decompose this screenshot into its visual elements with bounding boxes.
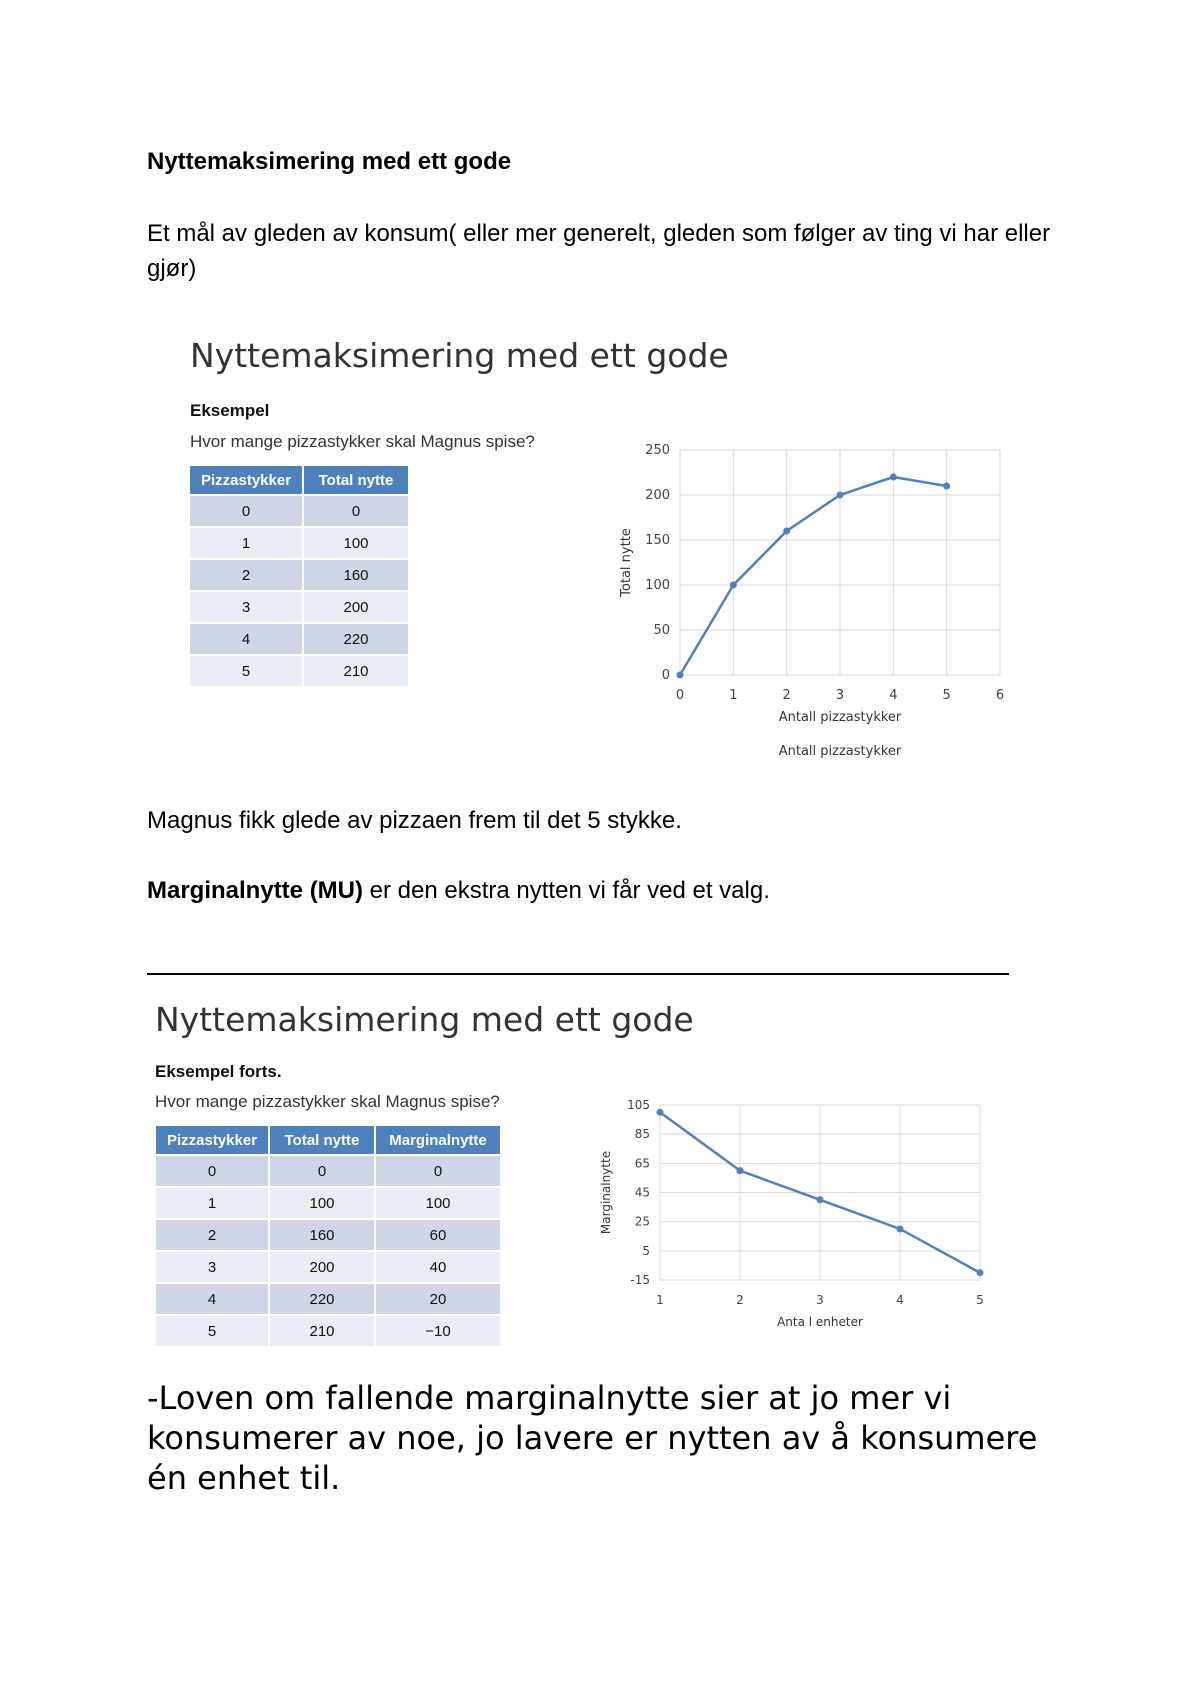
table-header-row bbox=[190, 466, 408, 494]
table-header-cell: Total nytte bbox=[304, 466, 408, 494]
marginalnytte-term: Marginalnytte (MU) bbox=[147, 877, 363, 904]
table-cell: 1 bbox=[156, 1188, 268, 1218]
table-cell: 210 bbox=[304, 656, 408, 686]
x-tick-label: 6 bbox=[995, 688, 1005, 703]
table-cell: 5 bbox=[190, 656, 302, 686]
glede-paragraph: Magnus fikk glede av pizzaen frem til det 5 stykke. bbox=[147, 807, 682, 834]
table-cell: 40 bbox=[376, 1252, 500, 1282]
table-cell: 20 bbox=[376, 1284, 500, 1314]
y-tick-label: 150 bbox=[645, 533, 670, 548]
table-cell: 220 bbox=[304, 624, 408, 654]
table-cell: 4 bbox=[190, 624, 302, 654]
marginalnytte-paragraph bbox=[147, 873, 770, 908]
table-cell: 100 bbox=[376, 1188, 500, 1218]
slide-2-example-label: Eksempel forts. bbox=[155, 1062, 282, 1081]
slide-2-table bbox=[154, 1124, 502, 1348]
slide-1-example-label: Eksempel bbox=[190, 401, 270, 420]
table-row bbox=[190, 496, 408, 526]
y-tick-label: 50 bbox=[653, 623, 670, 638]
x-tick-label: 1 bbox=[729, 688, 738, 703]
slide-1-table bbox=[188, 464, 410, 688]
table-row bbox=[156, 1252, 500, 1282]
table-row bbox=[156, 1284, 500, 1314]
data-point bbox=[897, 1225, 904, 1232]
data-point bbox=[943, 483, 950, 490]
table-cell: −10 bbox=[376, 1316, 500, 1346]
data-point bbox=[737, 1167, 744, 1174]
table-cell: 220 bbox=[270, 1284, 374, 1314]
table-row bbox=[190, 656, 408, 686]
x-tick-label: 5 bbox=[942, 688, 951, 703]
horizontal-rule bbox=[147, 973, 1009, 975]
table-cell: 0 bbox=[304, 496, 408, 526]
x-tick-label: 3 bbox=[816, 1293, 824, 1307]
x-axis-title: Antall pizzastykker bbox=[778, 710, 902, 725]
y-tick-label: -15 bbox=[630, 1273, 650, 1287]
slide-2-question: Hvor mange pizzastykker skal Magnus spise? bbox=[155, 1092, 500, 1111]
document-heading: Nyttemaksimering med ett gode bbox=[147, 148, 512, 175]
x-axis-title: Anta l enheter bbox=[777, 1315, 863, 1329]
table-cell: 4 bbox=[156, 1284, 268, 1314]
x-tick-label: 3 bbox=[835, 688, 845, 703]
table-cell: 160 bbox=[304, 560, 408, 590]
table-header-cell: Total nytte bbox=[270, 1126, 374, 1154]
data-point bbox=[817, 1196, 824, 1203]
y-tick-label: 45 bbox=[634, 1185, 650, 1200]
total-nytte-chart bbox=[610, 435, 1020, 765]
table-cell: 200 bbox=[270, 1252, 374, 1282]
table-header-row bbox=[156, 1126, 500, 1154]
y-tick-label: 0 bbox=[661, 668, 670, 683]
table-row bbox=[156, 1316, 500, 1346]
table-cell: 100 bbox=[270, 1188, 374, 1218]
x-tick-label: 4 bbox=[889, 688, 898, 703]
table-cell: 0 bbox=[376, 1156, 500, 1186]
table-header-cell: Marginalnytte bbox=[376, 1126, 500, 1154]
law-of-diminishing-marginal-utility: -Loven om fallende marginalnytte sier at jo mer vi konsumerer av noe, jo lavere er nytten av å konsumere én enhet til. bbox=[147, 1379, 1038, 1497]
y-tick-label: 65 bbox=[634, 1156, 650, 1171]
slide-1-title: Nyttemaksimering med ett gode bbox=[190, 336, 729, 375]
y-tick-label: 200 bbox=[645, 488, 670, 503]
table-row bbox=[156, 1188, 500, 1218]
data-point bbox=[977, 1269, 984, 1276]
table-row bbox=[190, 560, 408, 590]
table-cell: 60 bbox=[376, 1220, 500, 1250]
slide-2-title: Nyttemaksimering med ett gode bbox=[155, 1000, 694, 1039]
table-cell: 100 bbox=[304, 528, 408, 558]
table-cell: 3 bbox=[190, 592, 302, 622]
table-row bbox=[156, 1156, 500, 1186]
table-cell: 2 bbox=[156, 1220, 268, 1250]
x-tick-label: 2 bbox=[736, 1293, 744, 1307]
table-cell: 1 bbox=[190, 528, 302, 558]
y-axis-title: Total nytte bbox=[619, 528, 634, 597]
table-header-cell: Pizzastykker bbox=[190, 466, 302, 494]
y-tick-label: 250 bbox=[645, 443, 670, 458]
table-row bbox=[190, 528, 408, 558]
x-tick-label: 5 bbox=[976, 1293, 984, 1307]
data-point bbox=[730, 582, 737, 589]
x-axis-title-duplicate: Antall pizzastykker bbox=[778, 744, 902, 759]
table-row bbox=[190, 592, 408, 622]
table-header-cell: Pizzastykker bbox=[156, 1126, 268, 1154]
table-cell: 5 bbox=[156, 1316, 268, 1346]
marginalnytte-definition: er den ekstra nytten vi får ved et valg. bbox=[363, 877, 770, 904]
x-tick-label: 4 bbox=[896, 1293, 904, 1307]
data-point bbox=[837, 492, 844, 499]
data-point bbox=[890, 474, 897, 481]
y-tick-label: 105 bbox=[627, 1098, 650, 1112]
table-row bbox=[156, 1220, 500, 1250]
table-cell: 210 bbox=[270, 1316, 374, 1346]
data-point bbox=[783, 528, 790, 535]
data-point bbox=[677, 672, 684, 679]
y-tick-label: 85 bbox=[634, 1127, 650, 1142]
table-cell: 3 bbox=[156, 1252, 268, 1282]
table-cell: 0 bbox=[270, 1156, 374, 1186]
table-row bbox=[190, 624, 408, 654]
data-point bbox=[657, 1109, 664, 1116]
slide-1-question: Hvor mange pizzastykker skal Magnus spise? bbox=[190, 432, 535, 451]
table-cell: 2 bbox=[190, 560, 302, 590]
y-axis-title: Marginalnytte bbox=[599, 1150, 613, 1235]
y-tick-label: 100 bbox=[645, 578, 670, 593]
x-tick-label: 0 bbox=[675, 688, 685, 703]
table-cell: 0 bbox=[190, 496, 302, 526]
table-cell: 160 bbox=[270, 1220, 374, 1250]
y-tick-label: 25 bbox=[634, 1214, 650, 1229]
x-tick-label: 1 bbox=[656, 1293, 664, 1307]
intro-paragraph: Et mål av gleden av konsum( eller mer generelt, gleden som følger av ting vi har eller gjør) bbox=[147, 220, 1051, 282]
marginalnytte-chart bbox=[590, 1090, 1010, 1335]
table-cell: 0 bbox=[156, 1156, 268, 1186]
table-cell: 200 bbox=[304, 592, 408, 622]
y-tick-label: 5 bbox=[642, 1243, 650, 1258]
series-line bbox=[680, 477, 947, 675]
x-tick-label: 2 bbox=[782, 688, 791, 703]
